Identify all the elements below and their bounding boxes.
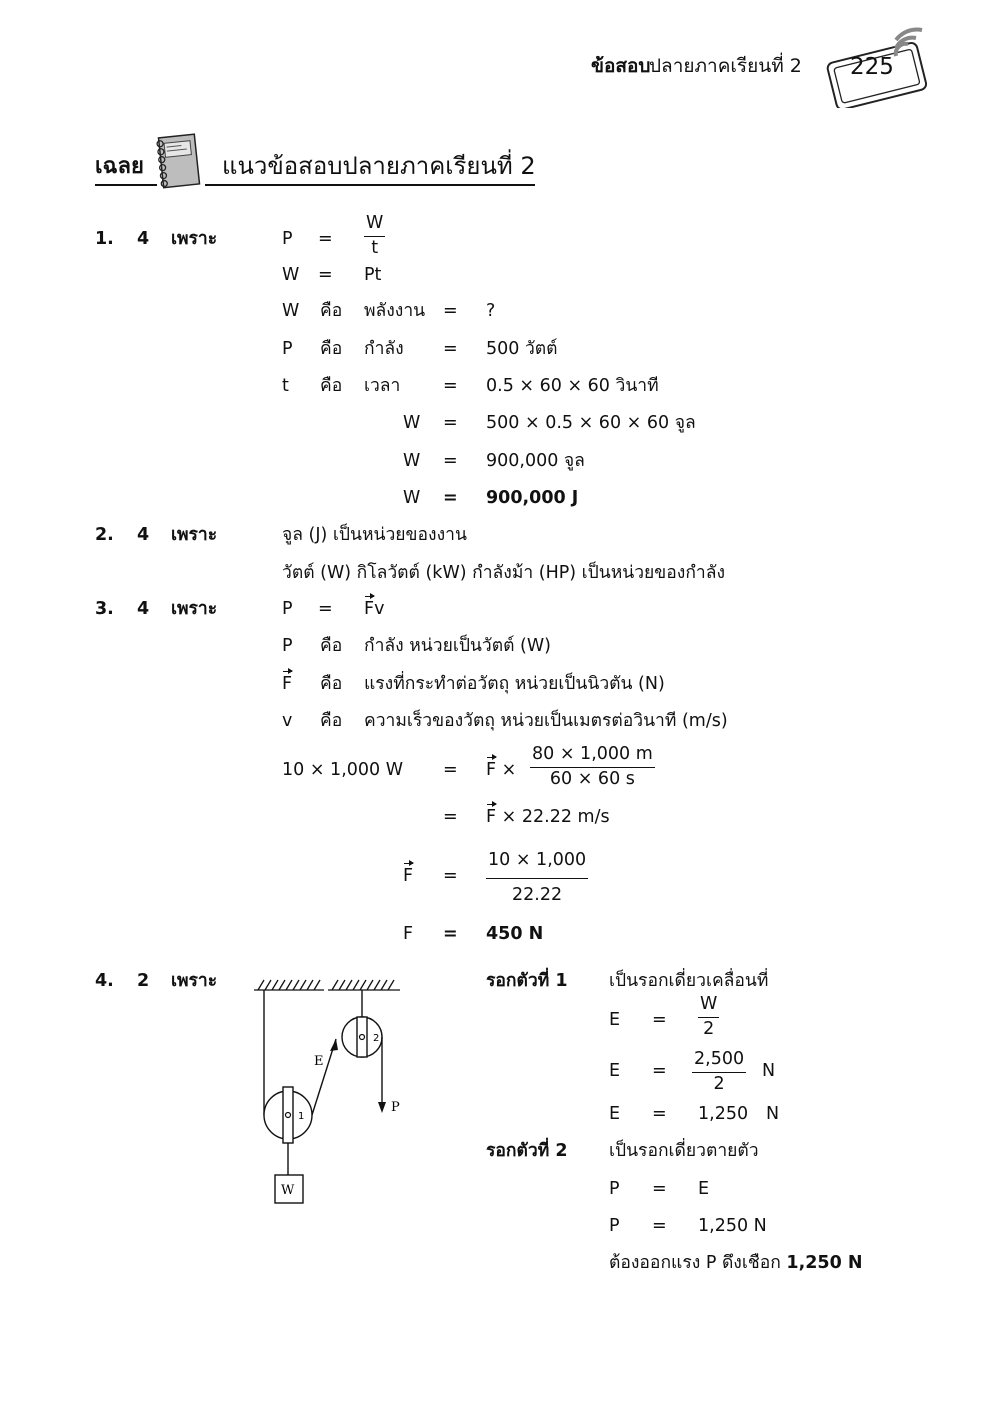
q3-eq-row6: = — [443, 807, 458, 827]
header-title-bold: ข้อสอบ — [591, 55, 651, 77]
q3-F-vector-row7: F — [403, 866, 414, 886]
diagram-label-pulley1: 1 — [298, 1111, 305, 1122]
q3-Fv — [364, 601, 384, 619]
q1-P: P — [282, 229, 293, 249]
q4-p-value: 1,250 N — [698, 1216, 767, 1236]
q1-time-value: 0.5 × 60 × 60 วินาที — [486, 376, 659, 396]
q1-number: 1. — [95, 229, 114, 249]
q1-Pt: Pt — [364, 265, 382, 285]
q3-fraction-speed — [530, 746, 655, 788]
q3-result: 450 N — [486, 924, 544, 944]
q4-unit-row2: N — [762, 1061, 776, 1081]
q3-P-row2: P — [282, 636, 293, 656]
q3-F-row7 — [403, 868, 413, 886]
q4-conclusion — [609, 1255, 863, 1273]
q3-kue-row3: คือ — [320, 674, 343, 694]
section-underline-right — [205, 184, 535, 186]
q1-W-row2: W — [282, 265, 300, 285]
pulley-diagram — [248, 975, 418, 1205]
q1-P-row4: P — [282, 339, 293, 359]
q4-eq-row3: = — [652, 1104, 667, 1124]
q1-fraction-w-over-t — [364, 215, 385, 257]
q1-calc1: 500 × 0.5 × 60 × 60 จูล — [486, 413, 696, 433]
q1-eq: = — [318, 229, 333, 249]
q3-p-desc: กำลัง หน่วยเป็นวัตต์ (W) — [364, 636, 551, 656]
q1-kue-row5: คือ — [320, 376, 343, 396]
q1-W-row3: W — [282, 301, 300, 321]
q3-times: × — [501, 760, 517, 780]
q3-f-desc: แรงที่กระทำต่อวัตถุ หน่วยเป็นนิวตัน (N) — [364, 674, 665, 694]
q4-f1-den: 2 — [703, 1018, 715, 1039]
q1-power: กำลัง — [364, 339, 404, 359]
q1-eq-row4: = — [443, 339, 458, 359]
q3-P: P — [282, 599, 293, 619]
section-underline-left — [95, 184, 157, 186]
q3-F-vector-row6: F — [486, 807, 497, 827]
q4-p-eq-e: E — [698, 1179, 710, 1199]
q3-answer: 4 — [137, 599, 150, 619]
q1-time: เวลา — [364, 376, 401, 396]
q1-kue-row3: คือ — [320, 301, 343, 321]
q3-F-times — [486, 762, 516, 780]
q3-frac2-num: 10 × 1,000 — [486, 852, 588, 879]
q1-eq-row7: = — [443, 451, 458, 471]
q1-eq-row8: = — [443, 488, 458, 508]
q4-fraction-2500-over-2 — [692, 1051, 746, 1093]
q1-W-row7: W — [403, 451, 421, 471]
ceiling-right — [328, 980, 400, 990]
q3-kue-row2: คือ — [320, 636, 343, 656]
page-number: 225 — [850, 54, 894, 80]
q1-power-value: 500 วัตต์ — [486, 339, 558, 359]
q3-kue-row4: คือ — [320, 711, 343, 731]
section-title: แนวข้อสอบปลายภาคเรียนที่ 2 — [222, 152, 536, 180]
q4-because: เพราะ — [171, 971, 218, 991]
q3-fraction-force — [486, 852, 588, 904]
q3-F-row8: F — [403, 924, 414, 944]
q3-step2-text: × 22.22 m/s — [501, 807, 610, 827]
q4-pulley1-label: รอกตัวที่ 1 — [486, 971, 568, 991]
q1-eq-row2: = — [318, 265, 333, 285]
section-label: เฉลย — [95, 154, 144, 179]
q4-eq-row4: = — [652, 1179, 667, 1199]
q1-unknown: ? — [486, 301, 496, 321]
q1-W-row6: W — [403, 413, 421, 433]
q4-number: 4. — [95, 971, 114, 991]
q4-f2-num: 2,500 — [692, 1051, 746, 1073]
q2-answer: 4 — [137, 525, 150, 545]
q4-pulley2-desc: เป็นรอกเดี่ยวตายตัว — [609, 1141, 759, 1161]
q3-number: 3. — [95, 599, 114, 619]
q3-eq: = — [318, 599, 333, 619]
q4-E-row1: E — [609, 1010, 621, 1030]
q4-E-row2: E — [609, 1061, 621, 1081]
q1-W-row8: W — [403, 488, 421, 508]
diagram-label-P: P — [391, 1100, 400, 1115]
q1-answer: 4 — [137, 229, 150, 249]
q1-energy: พลังงาน — [364, 301, 426, 321]
diagram-label-pulley2: 2 — [373, 1033, 380, 1044]
q1-frac-den: t — [371, 237, 379, 258]
q1-t-row5: t — [282, 376, 289, 396]
q4-P-row1: P — [609, 1179, 620, 1199]
diagram-label-W: W — [281, 1183, 295, 1198]
q1-result: 900,000 J — [486, 488, 579, 508]
q4-unit-row3: N — [766, 1104, 780, 1124]
q1-because: เพราะ — [171, 229, 218, 249]
q4-fraction-w-over-2 — [698, 996, 719, 1038]
q4-pulley2-label: รอกตัวที่ 2 — [486, 1141, 568, 1161]
q3-because: เพราะ — [171, 599, 218, 619]
q3-step2 — [486, 809, 610, 827]
q1-eq-row5: = — [443, 376, 458, 396]
q1-eq-row3: = — [443, 301, 458, 321]
q4-answer: 2 — [137, 971, 150, 991]
notebook-icon — [153, 130, 203, 192]
q3-F-vector-row5: F — [486, 760, 497, 780]
q3-eq-row8: = — [443, 924, 458, 944]
q2-line2: วัตต์ (W) กิโลวัตต์ (kW) กำลังม้า (HP) เป็นหน่วยของกำลัง — [282, 563, 726, 583]
q2-number: 2. — [95, 525, 114, 545]
q2-line1: จูล (J) เป็นหน่วยของงาน — [282, 525, 467, 545]
q4-f2-den: 2 — [713, 1073, 725, 1094]
q3-eq-row5: = — [443, 760, 458, 780]
ceiling-left — [254, 980, 324, 990]
q1-calc2: 900,000 จูล — [486, 451, 585, 471]
q3-v-desc: ความเร็วของวัตถุ หน่วยเป็นเมตรต่อวินาที (m/s) — [364, 711, 728, 731]
q4-eq-row1: = — [652, 1010, 667, 1030]
header-title: ปลายภาคเรียนที่ 2 — [649, 55, 802, 77]
q4-eq-row5: = — [652, 1216, 667, 1236]
q4-conclusion-text: ต้องออกแรง P ดึงเชือก — [609, 1253, 781, 1273]
q4-e-value: 1,250 — [698, 1104, 749, 1124]
diagram-label-E: E — [314, 1054, 324, 1069]
q1-frac-num: W — [364, 215, 385, 237]
q3-v: v — [374, 599, 385, 619]
q3-v-row4: v — [282, 711, 293, 731]
q1-kue-row4: คือ — [320, 339, 343, 359]
q3-frac1-num: 80 × 1,000 m — [530, 746, 655, 768]
q4-conclusion-value: 1,250 N — [786, 1253, 863, 1273]
q3-lhs: 10 × 1,000 W — [282, 760, 404, 780]
q3-frac1-den: 60 × 60 s — [549, 768, 635, 789]
q1-eq-row6: = — [443, 413, 458, 433]
q2-because: เพราะ — [171, 525, 218, 545]
q3-eq-row7: = — [443, 866, 458, 886]
q3-F-vector: F — [364, 599, 375, 619]
q4-E-row3: E — [609, 1104, 621, 1124]
q4-P-row2: P — [609, 1216, 620, 1236]
q3-F-vector-row3: F — [282, 674, 293, 694]
q4-f1-num: W — [698, 996, 719, 1018]
q4-pulley1-desc: เป็นรอกเดี่ยวเคลื่อนที่ — [609, 971, 769, 991]
q3-frac2-den: 22.22 — [512, 884, 563, 905]
q4-eq-row2: = — [652, 1061, 667, 1081]
q3-F-row3 — [282, 676, 292, 694]
